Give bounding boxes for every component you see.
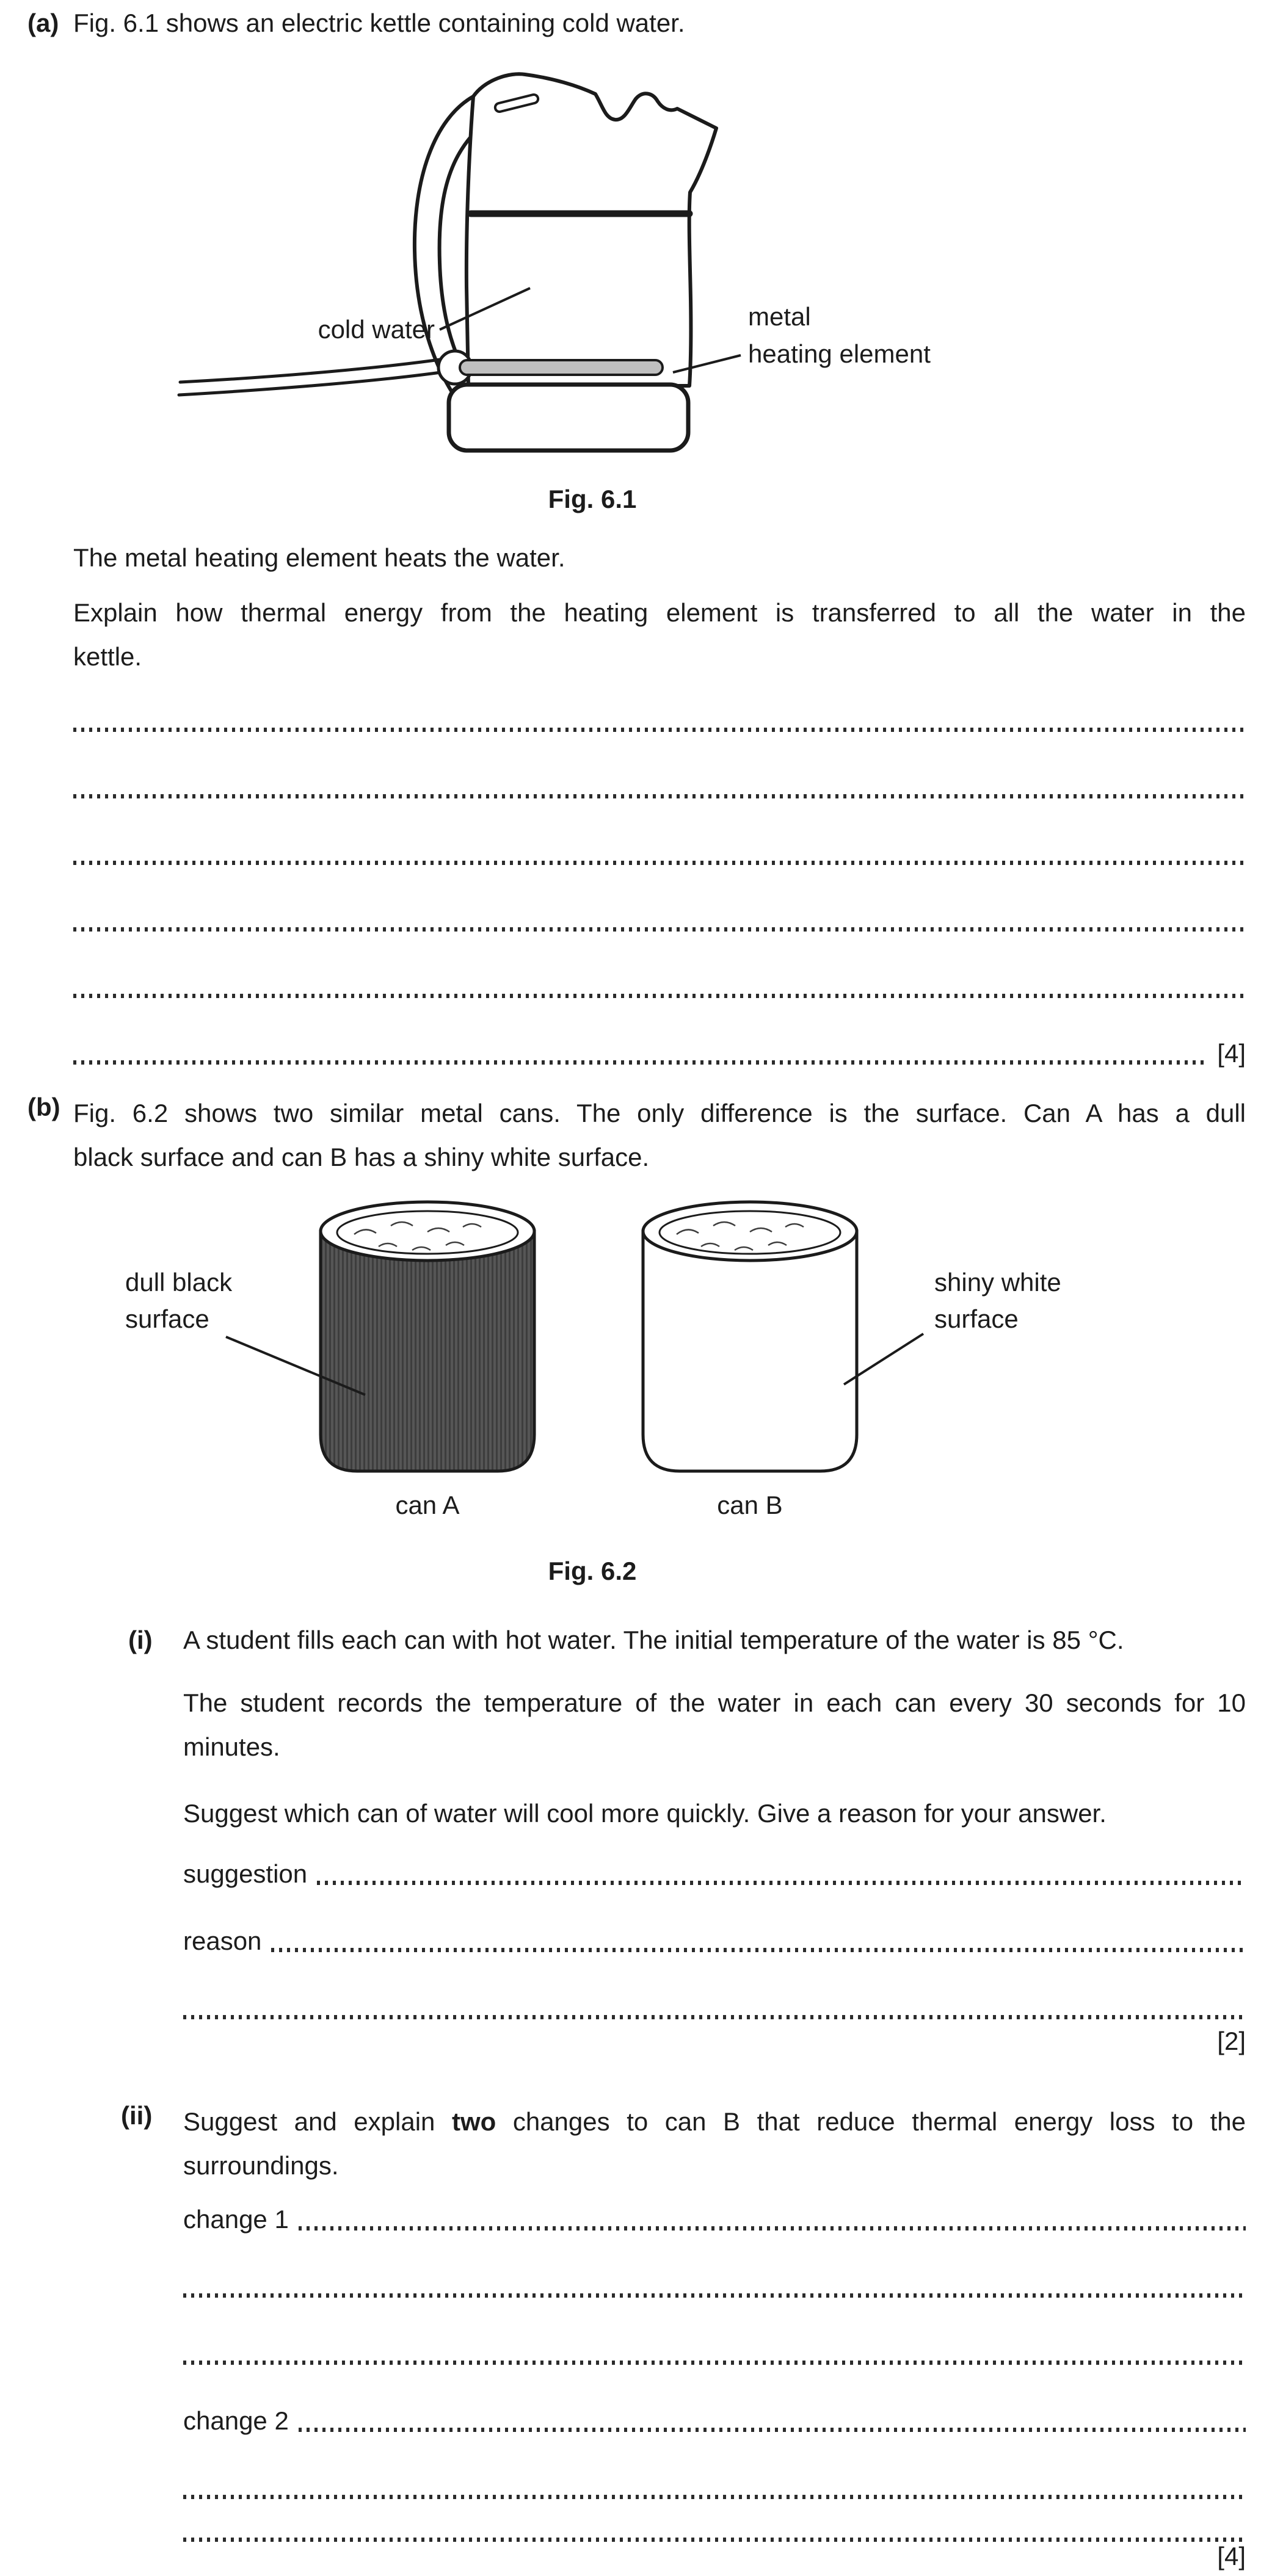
kettle-body xyxy=(467,74,716,386)
part-b-intro-line1: Fig. 6.2 shows two similar metal cans. The only difference is the surface. Can A has a dull xyxy=(73,1099,1246,1127)
answer-line[interactable] xyxy=(183,2339,1246,2368)
part-b-ii-label: (ii) xyxy=(121,2101,153,2130)
answer-line[interactable] xyxy=(183,1994,1246,2023)
b-i-para2-line2: minutes. xyxy=(183,1732,280,1761)
dotted-line[interactable] xyxy=(317,1881,1246,1885)
dotted-line[interactable] xyxy=(73,994,1246,998)
dotted-line[interactable] xyxy=(73,1060,1208,1065)
suggestion-answer-line[interactable] xyxy=(183,1859,1246,1889)
kettle-base xyxy=(449,385,688,450)
can-a-body xyxy=(321,1231,534,1471)
dotted-line[interactable] xyxy=(73,728,1246,732)
heating-element-label-line1: metal xyxy=(748,302,811,331)
b-i-para3: Suggest which can of water will cool more quickly. Give a reason for your answer. xyxy=(183,1799,1107,1828)
can-a-label: can A xyxy=(395,1491,460,1519)
b-ii-q-post: changes to can B that reduce thermal energy loss to the xyxy=(512,2107,1246,2136)
b-ii-q-emphasis: two xyxy=(451,2107,496,2136)
heating-element-label-line2: heating element xyxy=(748,339,931,368)
answer-line[interactable] xyxy=(73,773,1246,802)
change1-label: change 1 xyxy=(183,2205,289,2234)
dotted-line[interactable] xyxy=(183,2495,1246,2499)
dull-black-label-line1: dull black xyxy=(125,1268,233,1297)
part-a-question-line2: kettle. xyxy=(73,642,142,671)
answer-line[interactable] xyxy=(73,972,1246,1002)
power-cord xyxy=(180,358,453,382)
b-i-para2 xyxy=(183,1681,1246,1769)
can-a xyxy=(321,1202,534,1471)
cans-figure xyxy=(73,1196,1246,1575)
kettle-figure xyxy=(73,67,1246,482)
part-b-intro-line2: black surface and can B has a shiny white surface. xyxy=(73,1143,650,1171)
dotted-line[interactable] xyxy=(73,861,1246,865)
part-a-para1: The metal heating element heats the water. xyxy=(73,543,565,572)
part-a-mark: [4] xyxy=(1217,1039,1246,1068)
fig-6-1-caption: Fig. 6.1 xyxy=(548,485,637,513)
b-ii-question-line2: surroundings. xyxy=(183,2151,339,2180)
dotted-line[interactable] xyxy=(299,2226,1246,2230)
b-ii-mark: [4] xyxy=(1217,2542,1246,2571)
answer-line[interactable] xyxy=(183,2473,1246,2503)
can-b-label: can B xyxy=(717,1491,783,1519)
dotted-line[interactable] xyxy=(299,2428,1246,2432)
shiny-white-label-line1: shiny white xyxy=(934,1268,1061,1297)
part-b-i-label: (i) xyxy=(128,1626,153,1654)
dotted-line[interactable] xyxy=(183,2015,1246,2019)
part-b-label: (b) xyxy=(27,1093,60,1121)
fig-6-2-caption: Fig. 6.2 xyxy=(548,1557,637,1585)
dotted-line[interactable] xyxy=(271,1948,1246,1952)
cold-water-label: cold water xyxy=(318,315,435,344)
can-b-body xyxy=(643,1231,857,1471)
answer-line[interactable] xyxy=(73,906,1246,935)
change2-label: change 2 xyxy=(183,2406,289,2435)
change1-answer-line[interactable] xyxy=(183,2205,1246,2234)
part-b-intro xyxy=(73,1091,1246,1179)
reason-label: reason xyxy=(183,1927,262,1955)
shiny-white-label-line2: surface xyxy=(934,1304,1019,1333)
b-ii-q-pre: Suggest and explain xyxy=(183,2107,435,2136)
part-a-question-line1: Explain how thermal energy from the heating element is transferred to all the water in the xyxy=(73,598,1246,627)
answer-line[interactable] xyxy=(183,2272,1246,2301)
dotted-line[interactable] xyxy=(73,927,1246,932)
answer-line[interactable] xyxy=(73,706,1246,736)
b-i-para1: A student fills each can with hot water. The initial temperature of the water is 85 °C. xyxy=(183,1626,1124,1654)
part-a-question xyxy=(73,591,1246,679)
can-b xyxy=(643,1202,857,1471)
answer-line[interactable] xyxy=(73,839,1246,869)
part-a-intro: Fig. 6.1 shows an electric kettle containing cold water. xyxy=(73,9,685,37)
b-ii-question xyxy=(183,2100,1246,2188)
change2-answer-line[interactable] xyxy=(183,2406,1246,2436)
b-ii-question-line1 xyxy=(183,2100,1246,2144)
dotted-line[interactable] xyxy=(183,2293,1246,2298)
dull-black-label-line2: surface xyxy=(125,1304,209,1333)
answer-line[interactable] xyxy=(73,1039,1246,1068)
dotted-line[interactable] xyxy=(183,2361,1246,2365)
b-i-mark: [2] xyxy=(1217,2027,1246,2055)
b-i-para2-line1: The student records the temperature of the water in each can every 30 seconds for 10 xyxy=(183,1688,1246,1717)
dotted-line[interactable] xyxy=(73,794,1246,798)
part-a-label: (a) xyxy=(27,9,59,37)
suggestion-label: suggestion xyxy=(183,1859,308,1888)
reason-answer-line[interactable] xyxy=(183,1927,1246,1956)
heating-element-bar xyxy=(460,360,663,375)
